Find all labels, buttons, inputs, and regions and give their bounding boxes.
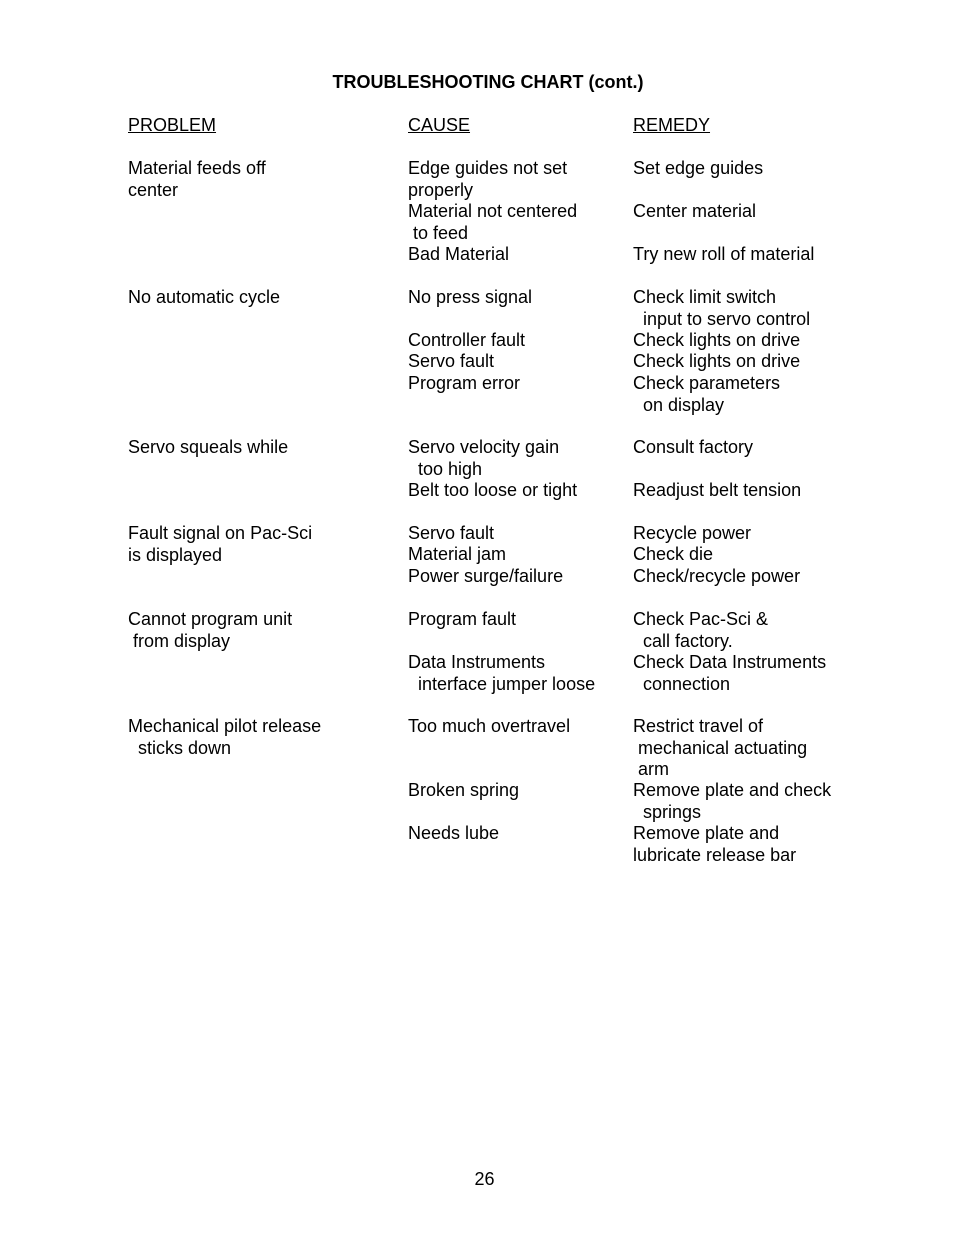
page-title: TROUBLESHOOTING CHART (cont.): [332, 72, 644, 92]
cause-cell: Servo fault: [408, 523, 495, 543]
remedy-cell: Check die: [633, 544, 714, 564]
cause-cell: Program fault: [408, 609, 517, 629]
remedy-cell: Readjust belt tension: [633, 480, 802, 500]
cause-cell: Material not centered to feed: [408, 201, 578, 243]
cause-cell: Program error: [408, 373, 521, 393]
problem-cell: Fault signal on Pac-Sci is displayed: [128, 523, 313, 565]
remedy-column-header: REMEDY: [633, 115, 711, 135]
remedy-cell: Check/recycle power: [633, 566, 801, 586]
remedy-cell: Try new roll of material: [633, 244, 815, 264]
problem-cell: Material feeds off center: [128, 158, 266, 200]
remedy-cell: Set edge guides: [633, 158, 764, 178]
remedy-cell: Check Data Instruments connection: [633, 652, 827, 694]
problem-column-header: PROBLEM: [128, 115, 217, 135]
cause-cell: Bad Material: [408, 244, 510, 264]
remedy-cell: Check parameters on display: [633, 373, 781, 415]
cause-cell: Broken spring: [408, 780, 520, 800]
cause-cell: Belt too loose or tight: [408, 480, 578, 500]
remedy-cell: Restrict travel of mechanical actuating arm: [633, 716, 808, 779]
cause-cell: Data Instruments interface jumper loose: [408, 652, 596, 694]
cause-cell: Servo fault: [408, 351, 495, 371]
problem-cell: No automatic cycle: [128, 287, 281, 307]
cause-cell: Power surge/failure: [408, 566, 564, 586]
remedy-cell: Check lights on drive: [633, 330, 801, 350]
problem-cell: Servo squeals while: [128, 437, 289, 457]
cause-cell: Too much overtravel: [408, 716, 571, 736]
cause-cell: Needs lube: [408, 823, 500, 843]
cause-cell: Edge guides not set properly: [408, 158, 568, 200]
cause-cell: Material jam: [408, 544, 507, 564]
cause-cell: Controller fault: [408, 330, 526, 350]
remedy-cell: Check Pac-Sci & call factory.: [633, 609, 769, 651]
page-number: 26: [474, 1169, 495, 1189]
remedy-cell: Consult factory: [633, 437, 754, 457]
remedy-cell: Center material: [633, 201, 757, 221]
remedy-cell: Recycle power: [633, 523, 752, 543]
cause-column-header: CAUSE: [408, 115, 471, 135]
remedy-cell: Check limit switch input to servo control: [633, 287, 811, 329]
cause-cell: No press signal: [408, 287, 533, 307]
problem-cell: Mechanical pilot release sticks down: [128, 716, 322, 758]
remedy-cell: Remove plate and lubricate release bar: [633, 823, 797, 865]
problem-cell: Cannot program unit from display: [128, 609, 293, 651]
remedy-cell: Check lights on drive: [633, 351, 801, 371]
cause-cell: Servo velocity gain too high: [408, 437, 560, 479]
remedy-cell: Remove plate and check springs: [633, 780, 832, 822]
